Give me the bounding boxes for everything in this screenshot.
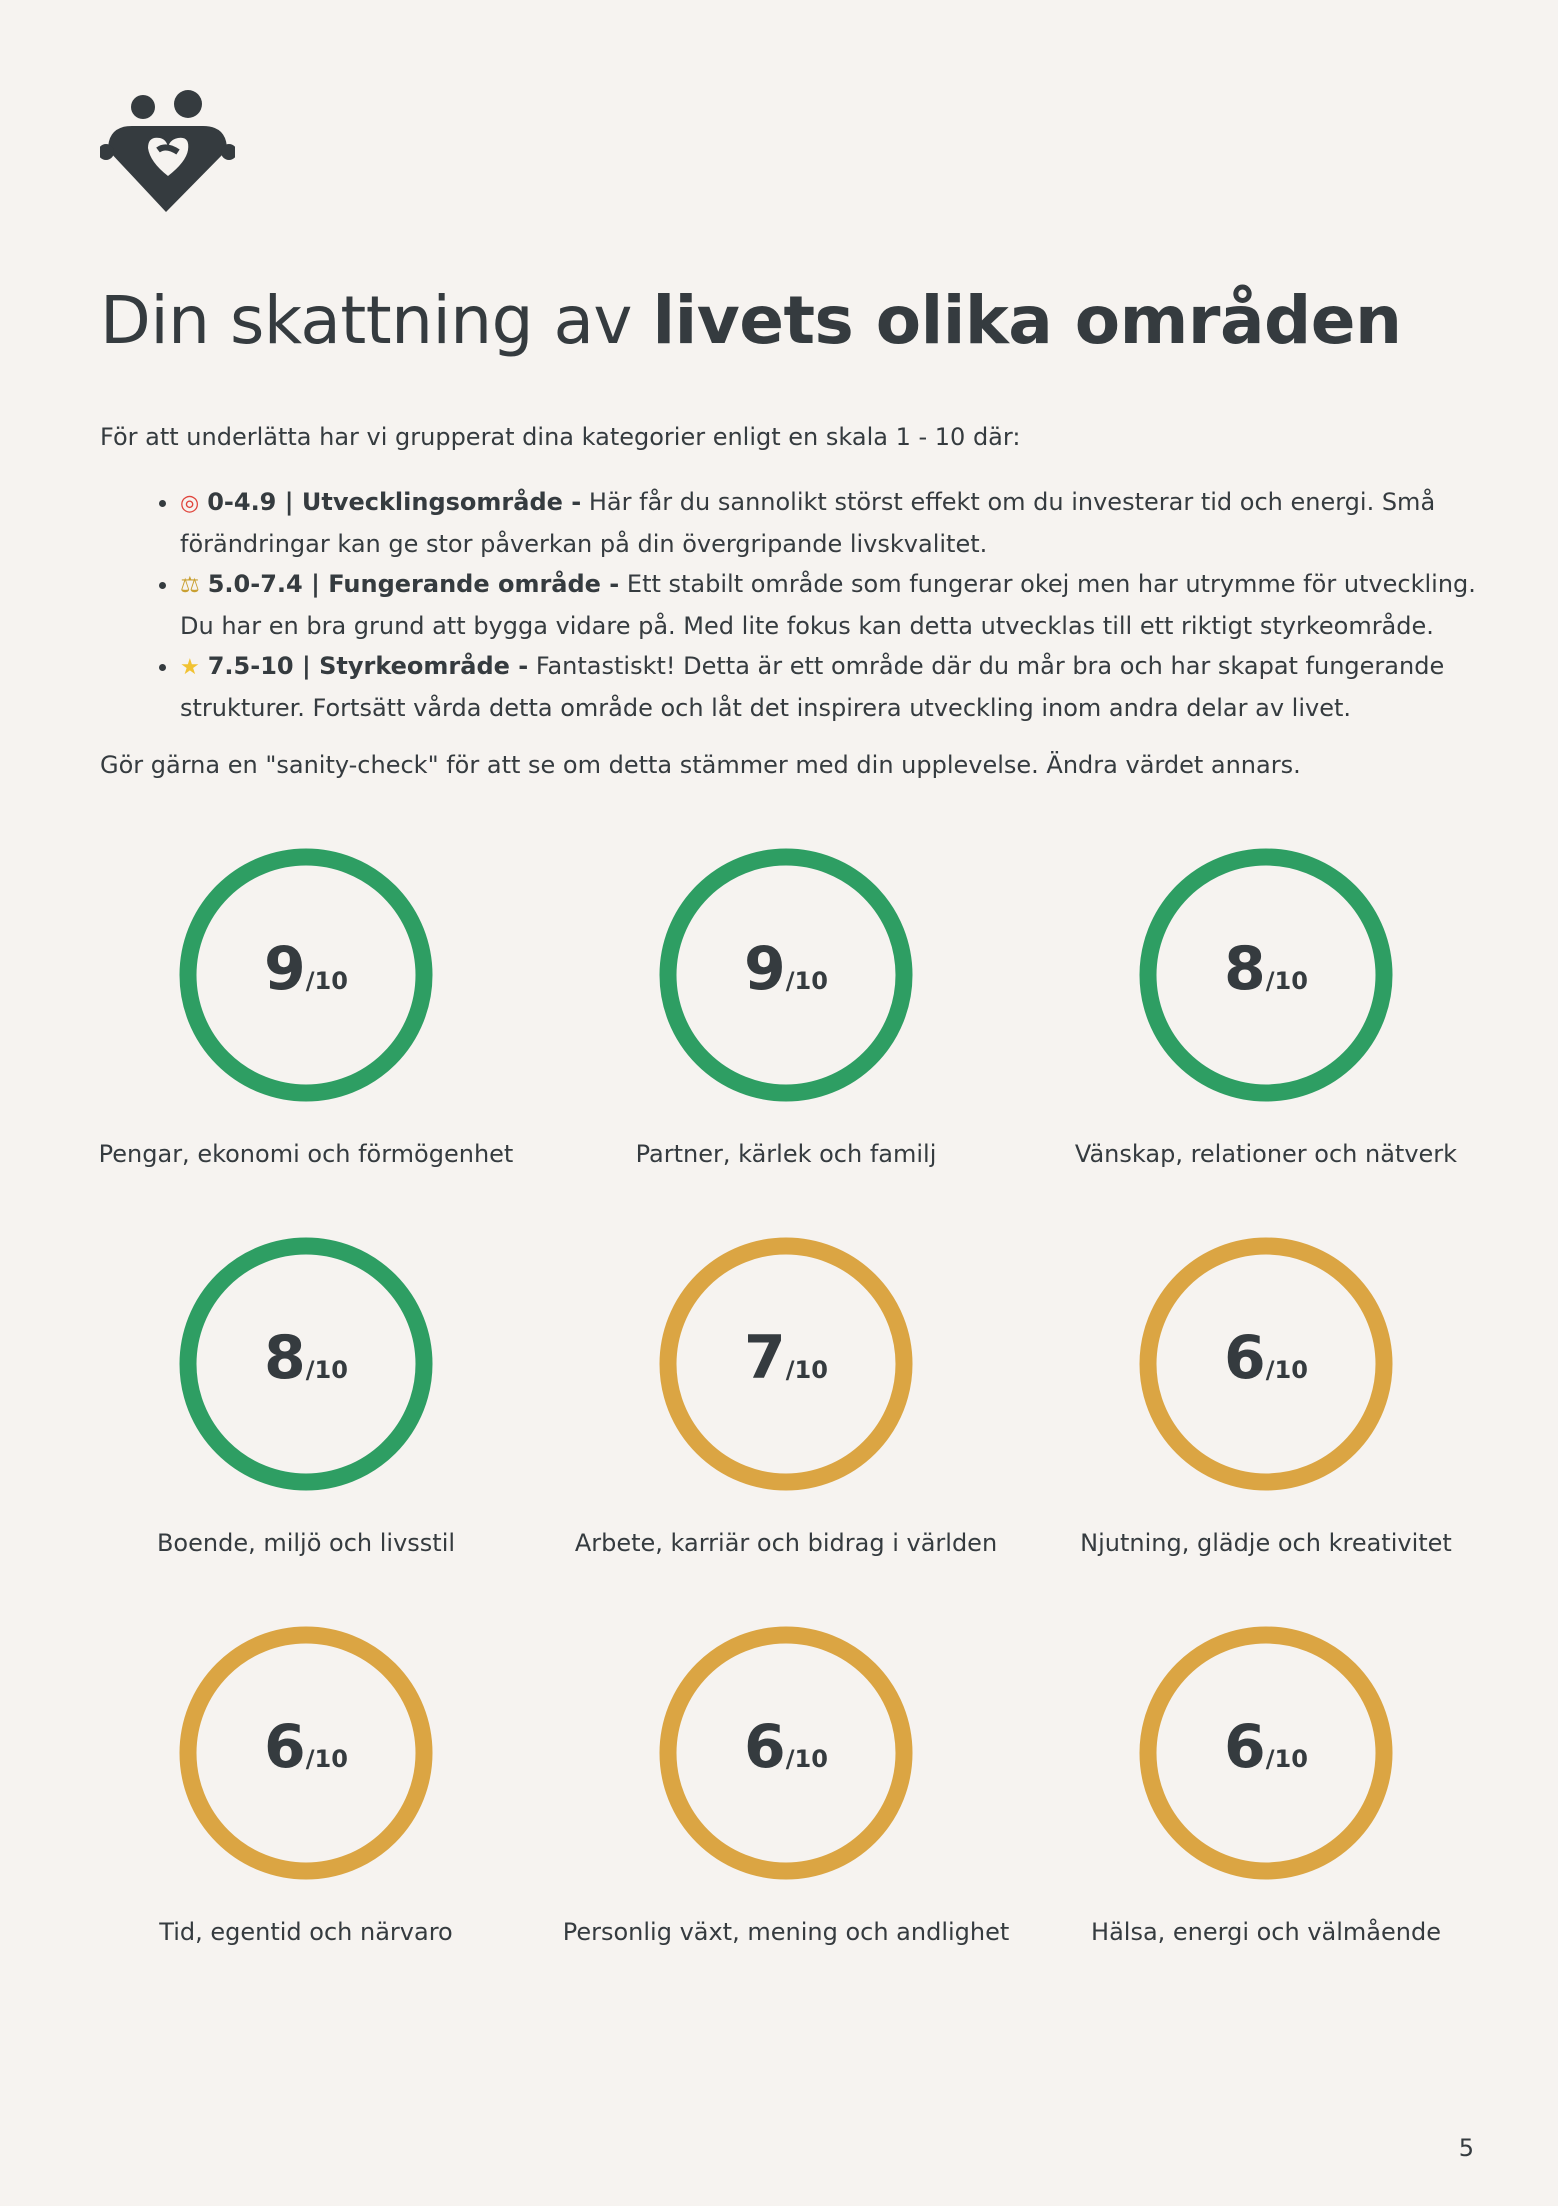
legend-text: Här får du sannolikt störst effekt om du investerar tid och energi. Små förändringar kan ge stor påverkan på din övergripande livskvalitet. — [180, 488, 1436, 558]
category-label: Hälsa, energi och välmående — [1091, 1918, 1441, 1946]
score-number: 8 — [264, 1323, 306, 1393]
score-number: 6 — [264, 1712, 306, 1782]
score-suffix: /10 — [305, 1356, 348, 1384]
score-value — [264, 1712, 348, 1782]
score-ring — [177, 1235, 435, 1493]
legend-range: 5.0-7.4 | Fungerande område - — [207, 570, 620, 598]
score-number: 8 — [1224, 934, 1266, 1004]
score-suffix: /10 — [305, 1745, 348, 1773]
score-suffix: /10 — [785, 1356, 828, 1384]
score-value — [1224, 934, 1308, 1004]
category-label: Arbete, karriär och bidrag i världen — [574, 1529, 998, 1557]
score-suffix: /10 — [785, 967, 828, 995]
legend-item-strength — [180, 646, 1500, 728]
score-number: 7 — [744, 1323, 786, 1393]
category-label: Partner, kärlek och familj — [635, 1140, 937, 1168]
score-value — [744, 1712, 828, 1782]
legend-text: Ett stabilt område som fungerar okej men har utrymme för utveckling. Du har en bra grund att bygga vidare på. Med lite fokus kan detta utvecklas till ett riktigt styrkeområde. — [180, 570, 1476, 640]
page-title — [100, 282, 1402, 359]
score-value — [264, 934, 348, 1004]
title-bold: livets olika områden — [652, 282, 1402, 359]
balance-scale-icon: ⚖ — [180, 573, 200, 598]
rating-item — [546, 1235, 1026, 1563]
score-value — [1224, 1712, 1308, 1782]
score-number: 6 — [1224, 1323, 1266, 1393]
score-value — [264, 1323, 348, 1393]
score-ring — [657, 1235, 915, 1493]
sanity-check-note: Gör gärna en "sanity-check" för att se om detta stämmer med din upplevelse. Ändra värdet annars. — [100, 751, 1301, 779]
score-ring — [1137, 846, 1395, 1104]
legend-item-functioning — [180, 564, 1500, 646]
intro-text: För att underlätta har vi grupperat dina kategorier enligt en skala 1 - 10 där: — [100, 423, 1021, 451]
rating-item — [1026, 1624, 1506, 1952]
legend-text: Fantastiskt! Detta är ett område där du mår bra och har skapat fungerande strukturer. Fortsätt vårda detta område och låt det inspirera utveckling inom andra delar av livet. — [180, 652, 1445, 722]
rating-item — [66, 1235, 546, 1563]
score-ring — [657, 1624, 915, 1882]
score-ring — [1137, 1235, 1395, 1493]
category-label: Njutning, glädje och kreativitet — [1080, 1529, 1452, 1557]
rating-item — [1026, 846, 1506, 1174]
brand-logo-icon — [100, 90, 235, 215]
score-value — [744, 1323, 828, 1393]
score-ring — [177, 1624, 435, 1882]
rating-item — [66, 846, 546, 1174]
target-icon: ◎ — [180, 491, 200, 516]
score-suffix: /10 — [305, 967, 348, 995]
category-label: Vänskap, relationer och nätverk — [1074, 1140, 1458, 1168]
rating-item — [546, 846, 1026, 1174]
category-label: Personlig växt, mening och andlighet — [562, 1918, 1010, 1946]
score-suffix: /10 — [1265, 1356, 1308, 1384]
score-suffix: /10 — [1265, 967, 1308, 995]
score-ring — [657, 846, 915, 1104]
score-ring — [177, 846, 435, 1104]
star-icon: ★ — [180, 655, 200, 680]
legend-range: 7.5-10 | Styrkeområde - — [207, 652, 529, 680]
score-number: 9 — [264, 934, 306, 1004]
score-suffix: /10 — [1265, 1745, 1308, 1773]
title-regular: Din skattning av — [100, 282, 653, 359]
legend-range: 0-4.9 | Utvecklingsområde - — [207, 488, 582, 516]
category-label: Tid, egentid och närvaro — [159, 1918, 453, 1946]
category-label: Pengar, ekonomi och förmögenhet — [98, 1140, 514, 1168]
score-number: 6 — [744, 1712, 786, 1782]
score-value — [744, 934, 828, 1004]
score-suffix: /10 — [785, 1745, 828, 1773]
category-label: Boende, miljö och livsstil — [156, 1529, 456, 1557]
rating-item — [66, 1624, 546, 1952]
score-value — [1224, 1323, 1308, 1393]
rating-item — [1026, 1235, 1506, 1563]
rating-item — [546, 1624, 1026, 1952]
score-number: 6 — [1224, 1712, 1266, 1782]
score-number: 9 — [744, 934, 786, 1004]
legend-item-development — [180, 482, 1500, 564]
score-ring — [1137, 1624, 1395, 1882]
page-number: 5 — [1458, 2134, 1474, 2162]
scale-legend — [140, 482, 1500, 728]
